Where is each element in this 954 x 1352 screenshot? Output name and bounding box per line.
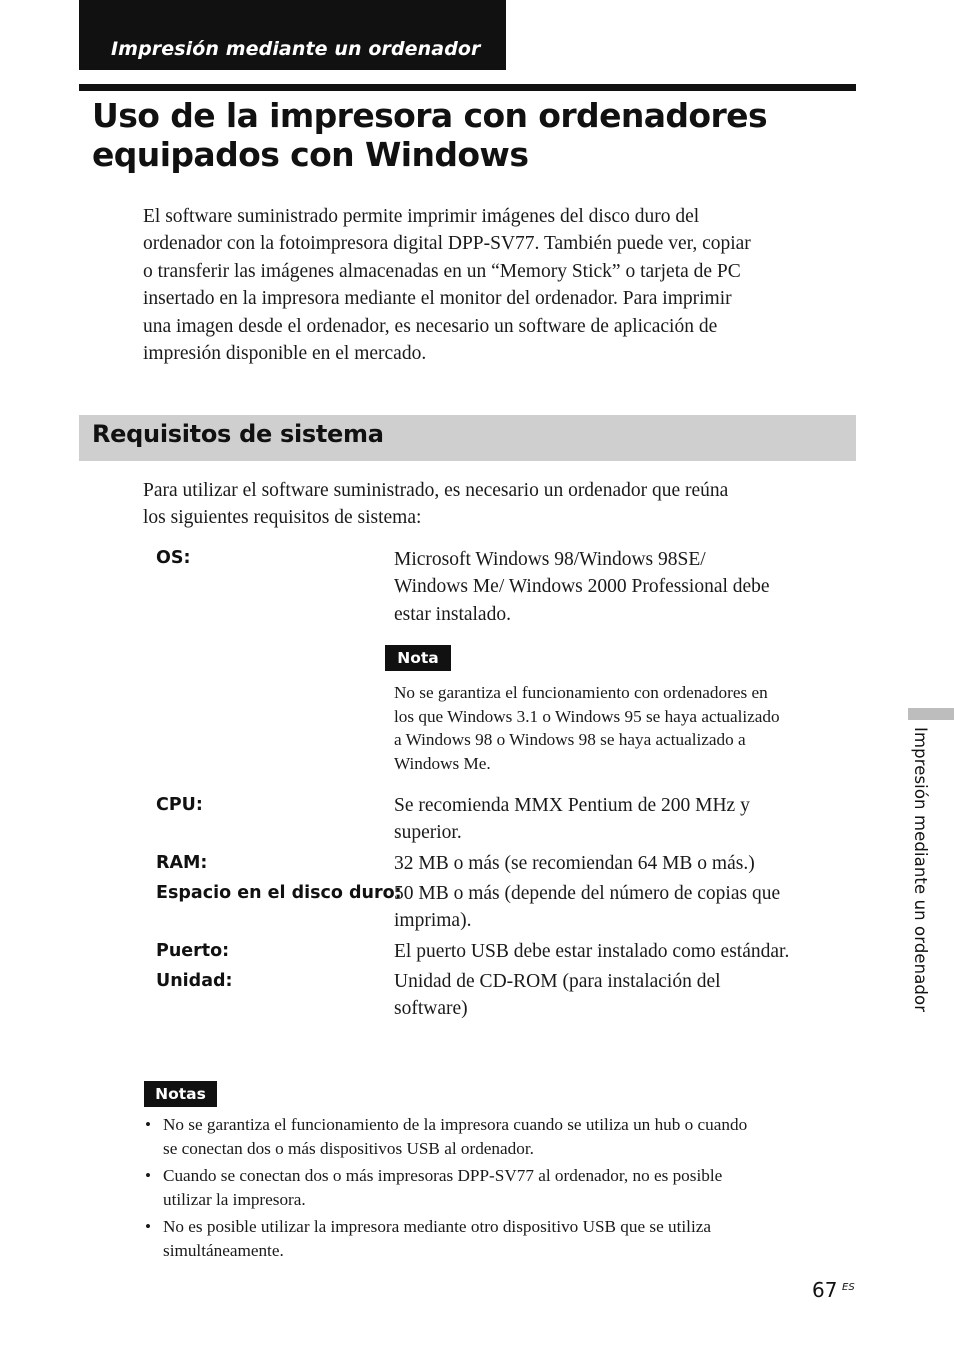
list-item-line: simultáneamente. (163, 1241, 284, 1261)
spec-value-os (394, 546, 854, 628)
list-item-line: No es posible utilizar la impresora mediante otro dispositivo USB que se utiliza (163, 1216, 711, 1236)
spec-value-line: Unidad de CD-ROM (para instalación del (394, 971, 721, 992)
spec-value-cpu (394, 792, 854, 847)
spec-value-port (394, 938, 854, 965)
page-title (92, 96, 852, 174)
requirements-intro (143, 477, 858, 532)
side-thumb-tab (908, 708, 954, 720)
spec-label-drive: Unidad: (156, 971, 233, 991)
requirements-intro-line: los siguientes requisitos de sistema: (143, 507, 422, 529)
requirements-intro-line: Para utilizar el software suministrado, es necesario un ordenador que reúna (143, 480, 729, 501)
spec-value-drive (394, 968, 854, 1023)
spec-value-line: imprima). (394, 910, 472, 932)
spec-value-ram (394, 850, 854, 877)
spec-value-line: El puerto USB debe estar instalado como estándar. (394, 941, 790, 962)
note-line: No se garantiza el funcionamiento con ordenadores en (394, 683, 768, 702)
spec-label-os: OS: (156, 548, 191, 568)
intro-line: El software suministrado permite imprimir imágenes del disco duro del (143, 206, 700, 227)
intro-line: o transferir las imágenes almacenadas en un “Memory Stick” o tarjeta de PC (143, 260, 741, 282)
section-heading: Requisitos de sistema (92, 420, 384, 448)
spec-label-port: Puerto: (156, 941, 230, 961)
spec-value-disk (394, 880, 854, 935)
spec-value-line: 32 MB o más (se recomiendan 64 MB o más.) (394, 853, 755, 874)
intro-line: ordenador con la fotoimpresora digital DPP-SV77. También puede ver, copiar (143, 233, 751, 255)
note-line: Windows Me. (394, 753, 491, 773)
bullet: • (145, 1216, 152, 1236)
spec-value-line: 50 MB o más (depende del número de copias que (394, 883, 781, 904)
list-item-line: se conectan dos o más dispositivos USB al ordenador. (163, 1139, 534, 1159)
list-item (145, 1215, 857, 1264)
page-language: ES (842, 1282, 855, 1293)
note-line: a Windows 98 o Windows 98 se haya actualizado a (394, 730, 746, 750)
section-header-tab (79, 0, 506, 70)
note-line: los que Windows 3.1 o Windows 95 se haya actualizado (394, 706, 780, 726)
intro-line: una imagen desde el ordenador, es necesario un software de aplicación de (143, 315, 718, 337)
notes-badge: Notas (144, 1081, 217, 1107)
spec-label-cpu: CPU: (156, 795, 203, 815)
spec-value-line: superior. (394, 822, 462, 844)
spec-label-disk: Espacio en el disco duro: (156, 883, 402, 903)
os-note-text (394, 681, 854, 775)
bullet: • (145, 1165, 152, 1185)
spec-label-ram: RAM: (156, 853, 208, 873)
spec-value-line: Windows Me/ Windows 2000 Professional debe (394, 576, 770, 598)
title-rule (79, 84, 856, 91)
intro-line: impresión disponible en el mercado. (143, 343, 427, 365)
list-item (145, 1164, 857, 1213)
spec-value-line: software) (394, 998, 468, 1020)
section-header-label: Impresión mediante un ordenador (111, 38, 481, 60)
spec-value-line: estar instalado. (394, 603, 511, 625)
page-number: 67 (812, 1278, 838, 1302)
section-heading-bar (79, 415, 856, 461)
notes-list (145, 1113, 857, 1265)
page-title-line: Uso de la impresora con ordenadores (92, 96, 767, 135)
note-badge: Nota (385, 645, 451, 671)
intro-line: insertado en la impresora mediante el monitor del ordenador. Para imprimir (143, 288, 732, 310)
list-item (145, 1113, 857, 1162)
list-item-line: No se garantiza el funcionamiento de la impresora cuando se utiliza un hub o cuando (163, 1115, 748, 1134)
spec-value-line: Microsoft Windows 98/Windows 98SE/ (394, 549, 706, 570)
side-tab-label: Impresión mediante un ordenador (911, 727, 930, 1013)
page-title-line: equipados con Windows (92, 135, 529, 174)
intro-paragraph (143, 203, 858, 367)
spec-value-line: Se recomienda MMX Pentium de 200 MHz y (394, 795, 750, 816)
bullet: • (145, 1115, 152, 1134)
list-item-line: Cuando se conectan dos o más impresoras DPP-SV77 al ordenador, no es posible (163, 1165, 723, 1185)
list-item-line: utilizar la impresora. (163, 1190, 306, 1210)
